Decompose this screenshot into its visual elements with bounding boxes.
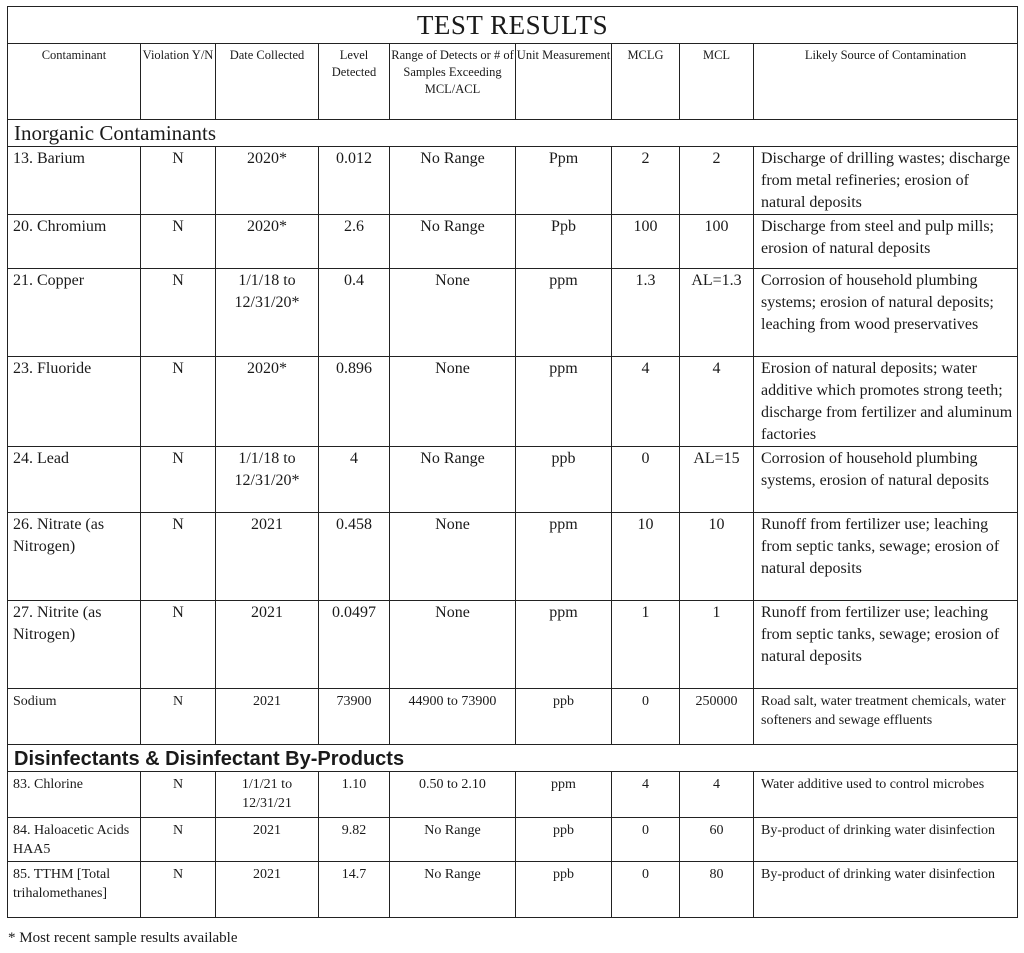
contaminant-cell: Sodium: [8, 689, 141, 745]
contaminant-cell: 84. Haloacetic Acids HAA5: [8, 818, 141, 862]
contaminant-cell: 83. Chlorine: [8, 772, 141, 818]
range-cell: None: [390, 513, 516, 601]
table-body: [8, 120, 1018, 918]
range-cell: None: [390, 601, 516, 689]
col-header-mclg: MCLG: [612, 44, 680, 120]
level-cell: 0.458: [319, 513, 390, 601]
contaminant-cell: 13. Barium: [8, 147, 141, 215]
mclg-cell: 0: [612, 689, 680, 745]
range-cell: None: [390, 357, 516, 447]
date-cell: 1/1/18 to 12/31/20*: [216, 269, 319, 357]
mclg-cell: 2: [612, 147, 680, 215]
violation-cell: N: [141, 357, 216, 447]
violation-cell: N: [141, 447, 216, 513]
source-cell: Erosion of natural deposits; water additive which promotes strong teeth; discharge from fertilizer and aluminum factories: [754, 357, 1018, 447]
violation-cell: N: [141, 862, 216, 918]
mcl-cell: 1: [680, 601, 754, 689]
unit-cell: Ppm: [516, 147, 612, 215]
table-row: [8, 269, 1018, 357]
header-row: [8, 44, 1018, 120]
section-header-row: [8, 745, 1018, 772]
violation-cell: N: [141, 689, 216, 745]
level-cell: 0.0497: [319, 601, 390, 689]
level-cell: 9.82: [319, 818, 390, 862]
violation-cell: N: [141, 601, 216, 689]
col-header-source: Likely Source of Contamination: [754, 44, 1018, 120]
contaminant-cell: 23. Fluoride: [8, 357, 141, 447]
mclg-cell: 4: [612, 357, 680, 447]
date-cell: 2021: [216, 513, 319, 601]
date-cell: 2021: [216, 818, 319, 862]
table-row: [8, 513, 1018, 601]
level-cell: 0.012: [319, 147, 390, 215]
contaminant-cell: 24. Lead: [8, 447, 141, 513]
col-header-date: Date Collected: [216, 44, 319, 120]
source-cell: Runoff from fertilizer use; leaching from septic tanks, sewage; erosion of natural deposits: [754, 601, 1018, 689]
mclg-cell: 100: [612, 215, 680, 269]
date-cell: 2020*: [216, 357, 319, 447]
mcl-cell: AL=15: [680, 447, 754, 513]
unit-cell: ppm: [516, 269, 612, 357]
date-cell: 2020*: [216, 215, 319, 269]
page-title: TEST RESULTS: [8, 7, 1018, 44]
violation-cell: N: [141, 147, 216, 215]
source-cell: Corrosion of household plumbing systems; erosion of natural deposits; leaching from wood preservatives: [754, 269, 1018, 357]
table-row: [8, 215, 1018, 269]
section-title: Inorganic Contaminants: [8, 120, 1018, 147]
violation-cell: N: [141, 269, 216, 357]
table-row: [8, 818, 1018, 862]
unit-cell: ppm: [516, 357, 612, 447]
col-header-violation: Violation Y/N: [141, 44, 216, 120]
mclg-cell: 4: [612, 772, 680, 818]
unit-cell: ppb: [516, 689, 612, 745]
table-row: [8, 689, 1018, 745]
mclg-cell: 0: [612, 447, 680, 513]
mcl-cell: 80: [680, 862, 754, 918]
mcl-cell: 10: [680, 513, 754, 601]
range-cell: No Range: [390, 818, 516, 862]
date-cell: 2021: [216, 689, 319, 745]
level-cell: 1.10: [319, 772, 390, 818]
level-cell: 0.896: [319, 357, 390, 447]
violation-cell: N: [141, 818, 216, 862]
table-row: [8, 862, 1018, 918]
table-row: [8, 357, 1018, 447]
date-cell: 2020*: [216, 147, 319, 215]
section-header-row: [8, 120, 1018, 147]
mclg-cell: 0: [612, 862, 680, 918]
level-cell: 0.4: [319, 269, 390, 357]
level-cell: 14.7: [319, 862, 390, 918]
date-cell: 1/1/21 to 12/31/21: [216, 772, 319, 818]
violation-cell: N: [141, 215, 216, 269]
mcl-cell: 2: [680, 147, 754, 215]
contaminant-cell: 27. Nitrite (as Nitrogen): [8, 601, 141, 689]
table-row: [8, 601, 1018, 689]
mcl-cell: AL=1.3: [680, 269, 754, 357]
mcl-cell: 4: [680, 772, 754, 818]
range-cell: 0.50 to 2.10: [390, 772, 516, 818]
mcl-cell: 250000: [680, 689, 754, 745]
source-cell: By-product of drinking water disinfection: [754, 862, 1018, 918]
col-header-unit: Unit Measurement: [516, 44, 612, 120]
section-title: Disinfectants & Disinfectant By-Products: [8, 745, 1018, 772]
col-header-contaminant: Contaminant: [8, 44, 141, 120]
range-cell: No Range: [390, 147, 516, 215]
unit-cell: ppm: [516, 513, 612, 601]
unit-cell: Ppb: [516, 215, 612, 269]
date-cell: 2021: [216, 862, 319, 918]
mclg-cell: 1: [612, 601, 680, 689]
date-cell: 2021: [216, 601, 319, 689]
mcl-cell: 4: [680, 357, 754, 447]
range-cell: No Range: [390, 447, 516, 513]
violation-cell: N: [141, 772, 216, 818]
contaminant-cell: 21. Copper: [8, 269, 141, 357]
source-cell: Discharge from steel and pulp mills; erosion of natural deposits: [754, 215, 1018, 269]
mclg-cell: 0: [612, 818, 680, 862]
range-cell: No Range: [390, 215, 516, 269]
col-header-mcl: MCL: [680, 44, 754, 120]
unit-cell: ppb: [516, 447, 612, 513]
range-cell: None: [390, 269, 516, 357]
table-row: [8, 447, 1018, 513]
col-header-range: Range of Detects or # of Samples Exceeding MCL/ACL: [390, 44, 516, 120]
source-cell: Water additive used to control microbes: [754, 772, 1018, 818]
source-cell: Runoff from fertilizer use; leaching from septic tanks, sewage; erosion of natural deposits: [754, 513, 1018, 601]
contaminant-cell: 85. TTHM [Total trihalomethanes]: [8, 862, 141, 918]
source-cell: By-product of drinking water disinfection: [754, 818, 1018, 862]
level-cell: 4: [319, 447, 390, 513]
mcl-cell: 60: [680, 818, 754, 862]
col-header-level: Level Detected: [319, 44, 390, 120]
unit-cell: ppm: [516, 772, 612, 818]
footnote: * Most recent sample results available: [8, 930, 238, 946]
test-results-table: [7, 6, 1018, 918]
contaminant-cell: 20. Chromium: [8, 215, 141, 269]
mclg-cell: 10: [612, 513, 680, 601]
source-cell: Corrosion of household plumbing systems, erosion of natural deposits: [754, 447, 1018, 513]
contaminant-cell: 26. Nitrate (as Nitrogen): [8, 513, 141, 601]
source-cell: Discharge of drilling wastes; discharge from metal refineries; erosion of natural deposits: [754, 147, 1018, 215]
unit-cell: ppb: [516, 862, 612, 918]
range-cell: 44900 to 73900: [390, 689, 516, 745]
date-cell: 1/1/18 to 12/31/20*: [216, 447, 319, 513]
level-cell: 2.6: [319, 215, 390, 269]
range-cell: No Range: [390, 862, 516, 918]
mcl-cell: 100: [680, 215, 754, 269]
mclg-cell: 1.3: [612, 269, 680, 357]
level-cell: 73900: [319, 689, 390, 745]
table-row: [8, 772, 1018, 818]
table-row: [8, 147, 1018, 215]
unit-cell: ppb: [516, 818, 612, 862]
violation-cell: N: [141, 513, 216, 601]
source-cell: Road salt, water treatment chemicals, water softeners and sewage effluents: [754, 689, 1018, 745]
unit-cell: ppm: [516, 601, 612, 689]
